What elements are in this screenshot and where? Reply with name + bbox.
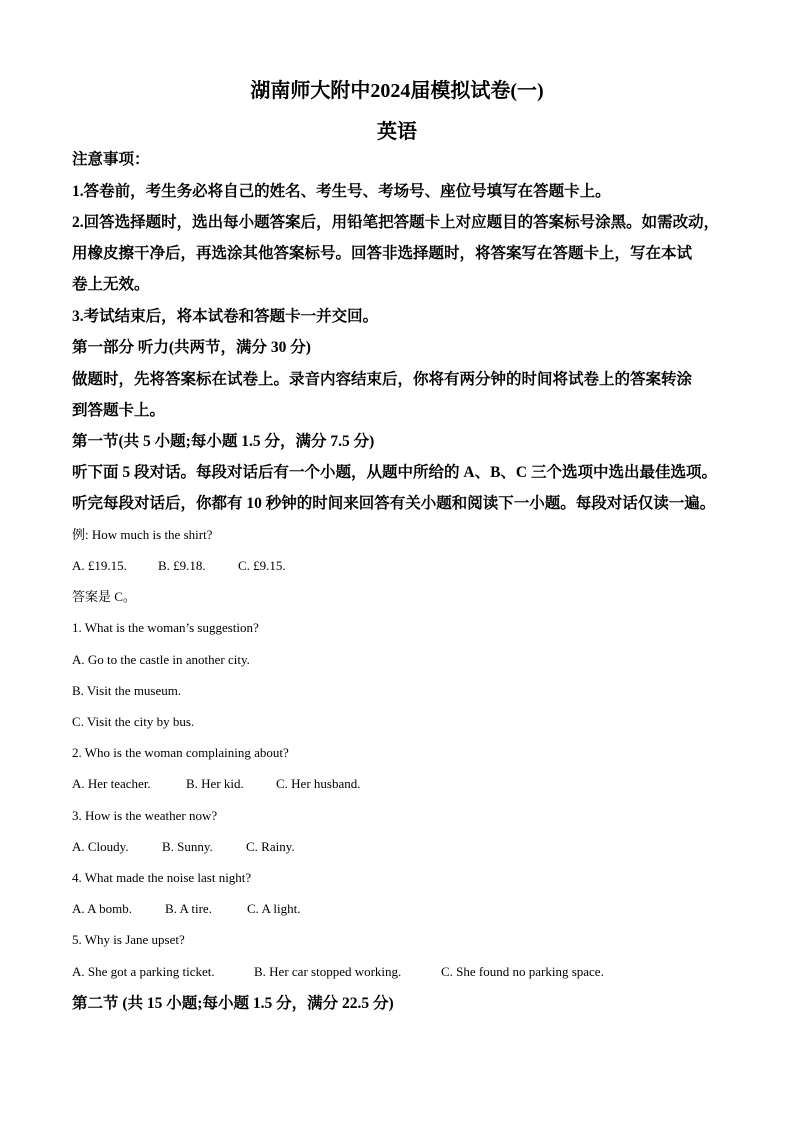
question-2: 2. Who is the woman complaining about? — [72, 745, 289, 760]
section1-heading: 第一节(共 5 小题;每小题 1.5 分，满分 7.5 分) — [72, 433, 375, 450]
question-5: 5. Why is Jane upset? — [72, 932, 185, 947]
part1-instruction: 到答题卡上。 — [72, 402, 166, 419]
question-3-option-c: C. Rainy. — [246, 839, 295, 854]
part1-instruction: 做题时，先将答案标在试卷上。录音内容结束后，你将有两分钟的时间将试卷上的答案转涂 — [72, 371, 693, 388]
question-4-option-c: C. A light. — [247, 901, 301, 916]
question-1-option-a: A. Go to the castle in another city. — [72, 652, 250, 667]
notice-line: 2.回答选择题时，选出每小题答案后，用铅笔把答题卡上对应题目的答案标号涂黑。如需改动， — [72, 214, 720, 231]
notice-line: 用橡皮擦干净后，再选涂其他答案标号。回答非选择题时，将答案写在答题卡上，写在本试 — [72, 245, 693, 262]
section2-heading: 第二节 (共 15 小题;每小题 1.5 分，满分 22.5 分) — [72, 995, 394, 1012]
question-4-option-a: A. A bomb. — [72, 901, 132, 916]
example-answer: 答案是 C。 — [72, 589, 136, 604]
question-3: 3. How is the weather now? — [72, 808, 218, 823]
example-option: C. £9.15. — [238, 558, 286, 573]
question-1-option-c: C. Visit the city by bus. — [72, 714, 195, 729]
section1-instruction: 听下面 5 段对话。每段对话后有一个小题，从题中所给的 A、B、C 三个选项中选出最佳选项。 — [72, 464, 717, 481]
question-3-option-b: B. Sunny. — [162, 839, 213, 854]
question-5-option-a: A. She got a parking ticket. — [72, 964, 215, 979]
section1-instruction: 听完每段对话后，你都有 10 秒钟的时间来回答有关小题和阅读下一小题。每段对话仅读一遍。 — [72, 495, 716, 512]
question-5-option-b: B. Her car stopped working. — [254, 964, 402, 979]
subject-title: 英语 — [377, 121, 417, 143]
question-2-option-a: A. Her teacher. — [72, 776, 151, 791]
notice-line: 卷上无效。 — [72, 276, 150, 293]
notice-heading: 注意事项： — [72, 151, 150, 168]
question-2-option-b: B. Her kid. — [186, 776, 244, 791]
notice-line: 1.答卷前，考生务必将自己的姓名、考生号、考场号、座位号填写在答题卡上。 — [72, 183, 611, 200]
part1-heading: 第一部分 听力(共两节，满分 30 分) — [72, 339, 311, 356]
question-3-option-a: A. Cloudy. — [72, 839, 129, 854]
example-option: A. £19.15. — [72, 558, 127, 573]
question-2-option-c: C. Her husband. — [276, 776, 361, 791]
exam-title: 湖南师大附中2024届模拟试卷(一) — [250, 80, 544, 102]
notice-line: 3.考试结束后，将本试卷和答题卡一并交回。 — [72, 308, 379, 325]
question-1: 1. What is the woman’s suggestion? — [72, 620, 259, 635]
example-question: 例: How much is the shirt? — [72, 527, 213, 542]
question-4: 4. What made the noise last night? — [72, 870, 252, 885]
question-5-option-c: C. She found no parking space. — [441, 964, 604, 979]
question-1-option-b: B. Visit the museum. — [72, 683, 182, 698]
question-4-option-b: B. A tire. — [165, 901, 212, 916]
example-option: B. £9.18. — [158, 558, 206, 573]
